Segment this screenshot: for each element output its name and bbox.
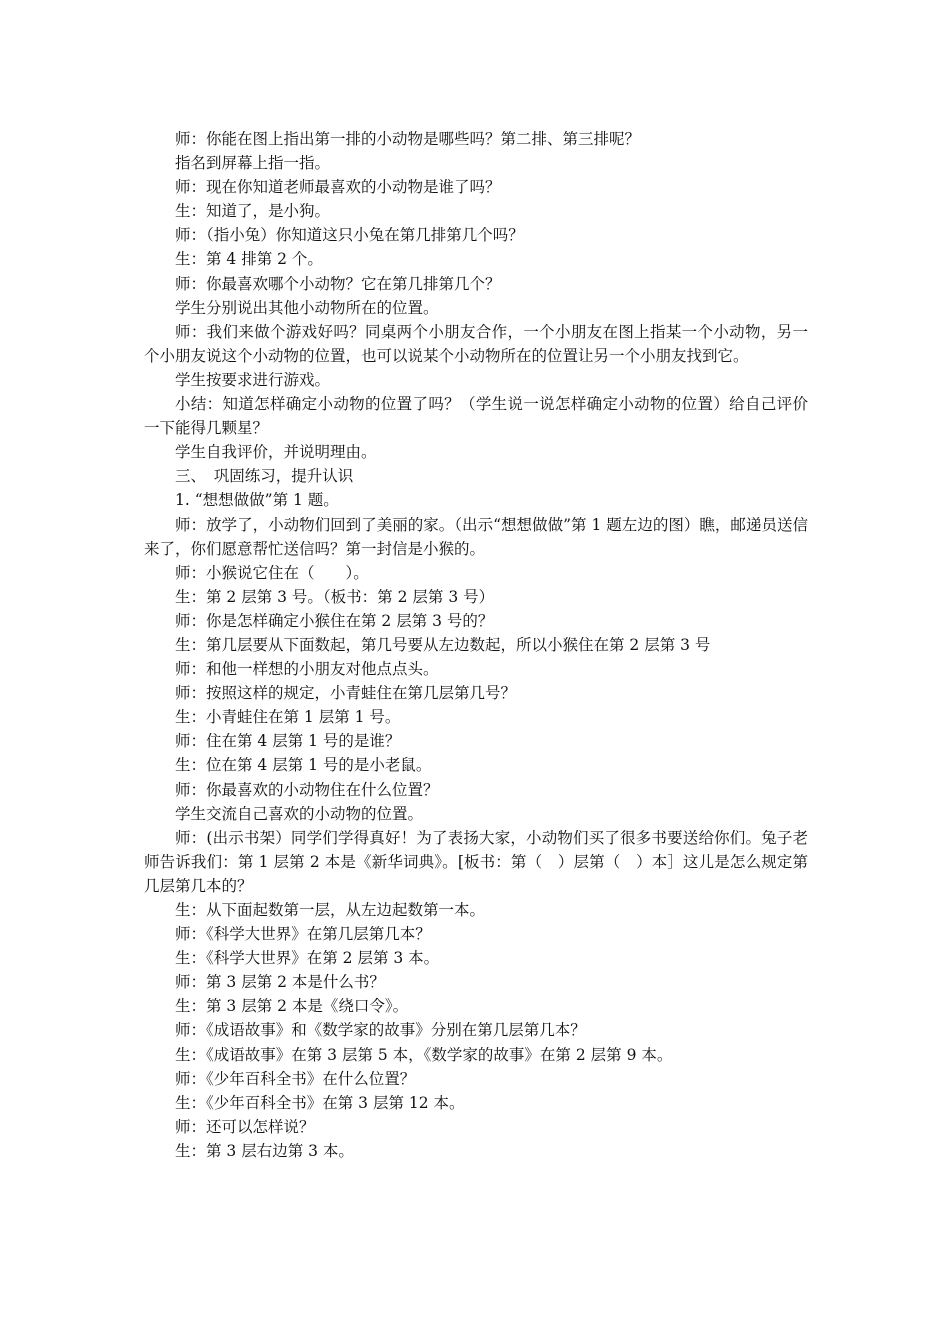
paragraph: 师：放学了，小动物们回到了美丽的家。（出示“想想做做”第 1 题左边的图）瞧，邮递员送信来了，你们愿意帮忙送信吗？第一封信是小猴的。 [144,515,808,558]
paragraph: 师：还可以怎样说？ [175,1117,315,1136]
paragraph: 师：第 3 层第 2 本是什么书？ [175,973,385,992]
document-body [144,127,808,1163]
paragraph: 师：(出示书架）同学们学得真好！为了表扬大家，小动物们买了很多书要送给你们。兔子老师告诉我们：第 1 层第 2 本是《新华词典》。[板书：第（ ）层第（ ）本］这儿是怎么规定第几层第几本的？ [144,828,808,895]
paragraph: 师：和他一样想的小朋友对他点点头。 [175,660,439,679]
paragraph: 师：（指小兔）你知道这只小兔在第几排第几个吗？ [175,226,524,245]
paragraph: 指名到屏幕上指一指。 [175,154,331,173]
paragraph: 师：住在第 4 层第 1 号的是谁？ [175,732,401,751]
paragraph: 师：小猴说它住在（ ）。 [175,563,369,582]
paragraph: 学生分别说出其他小动物所在的位置。 [175,298,439,317]
paragraph: 学生按要求进行游戏。 [175,370,331,389]
paragraph: 生：第 3 层第 2 本是《绕口令》。 [175,997,409,1016]
paragraph: 生：《少年百科全书》在第 3 层第 12 本。 [175,1093,465,1112]
paragraph: 师：按照这样的规定，小青蛙住在第几层第几号？ [175,684,517,703]
paragraph: 生：小青蛙住在第 1 层第 1 号。 [175,708,401,727]
paragraph: 生：知道了，是小狗。 [175,202,331,221]
paragraph: 师：我们来做个游戏好吗？同桌两个小朋友合作，一个小朋友在图上指某一个小动物，另一个小朋友说这个小动物的位置，也可以说某个小动物所在的位置让另一个小朋友找到它。 [144,322,808,365]
paragraph: 生：第几层要从下面数起，第几号要从左边数起，所以小猴住在第 2 层第 3 号 [175,635,711,654]
paragraph: 生：第 3 层右边第 3 本。 [175,1141,354,1160]
paragraph: 学生交流自己喜欢的小动物的位置。 [175,804,424,823]
paragraph: 生：《科学大世界》在第 2 层第 3 本。 [175,949,440,968]
paragraph: 小结：知道怎样确定小动物的位置了吗？（学生说一说怎样确定小动物的位置）给自己评价一下能得几颗星？ [144,395,808,438]
paragraph: 师：现在你知道老师最喜欢的小动物是谁了吗？ [175,178,501,197]
paragraph: 师：你是怎样确定小猴住在第 2 层第 3 号的？ [175,611,494,630]
paragraph: 师：《科学大世界》在第几层第几本？ [175,925,431,944]
paragraph: 生：《成语故事》在第 3 层第 5 本，《数学家的故事》在第 2 层第 9 本。 [175,1045,673,1064]
paragraph: 师：《少年百科全书》在什么位置？ [175,1069,416,1088]
paragraph: 生：从下面起数第一层，从左边起数第一本。 [175,901,486,919]
paragraph: 学生自我评价，并说明理由。 [175,443,377,462]
paragraph: 1. “想想做做”第 1 题。 [175,491,339,510]
paragraph: 师：你最喜欢的小动物住在什么位置？ [175,780,439,799]
paragraph: 生：第 4 排第 2 个。 [175,250,323,269]
paragraph: 生：第 2 层第 3 号。（板书：第 2 层第 3 号） [175,587,495,606]
paragraph: 生：位在第 4 层第 1 号的是小老鼠。 [175,756,432,775]
paragraph: 师：你最喜欢哪个小动物？它在第几排第几个？ [175,274,501,293]
section-heading: 三、 巩固练习，提升认识 [175,467,354,486]
paragraph: 师：你能在图上指出第一排的小动物是哪些吗？第二排、第三排呢？ [175,130,641,148]
paragraph: 师：《成语故事》和《数学家的故事》分别在第几层第几本？ [175,1021,586,1040]
